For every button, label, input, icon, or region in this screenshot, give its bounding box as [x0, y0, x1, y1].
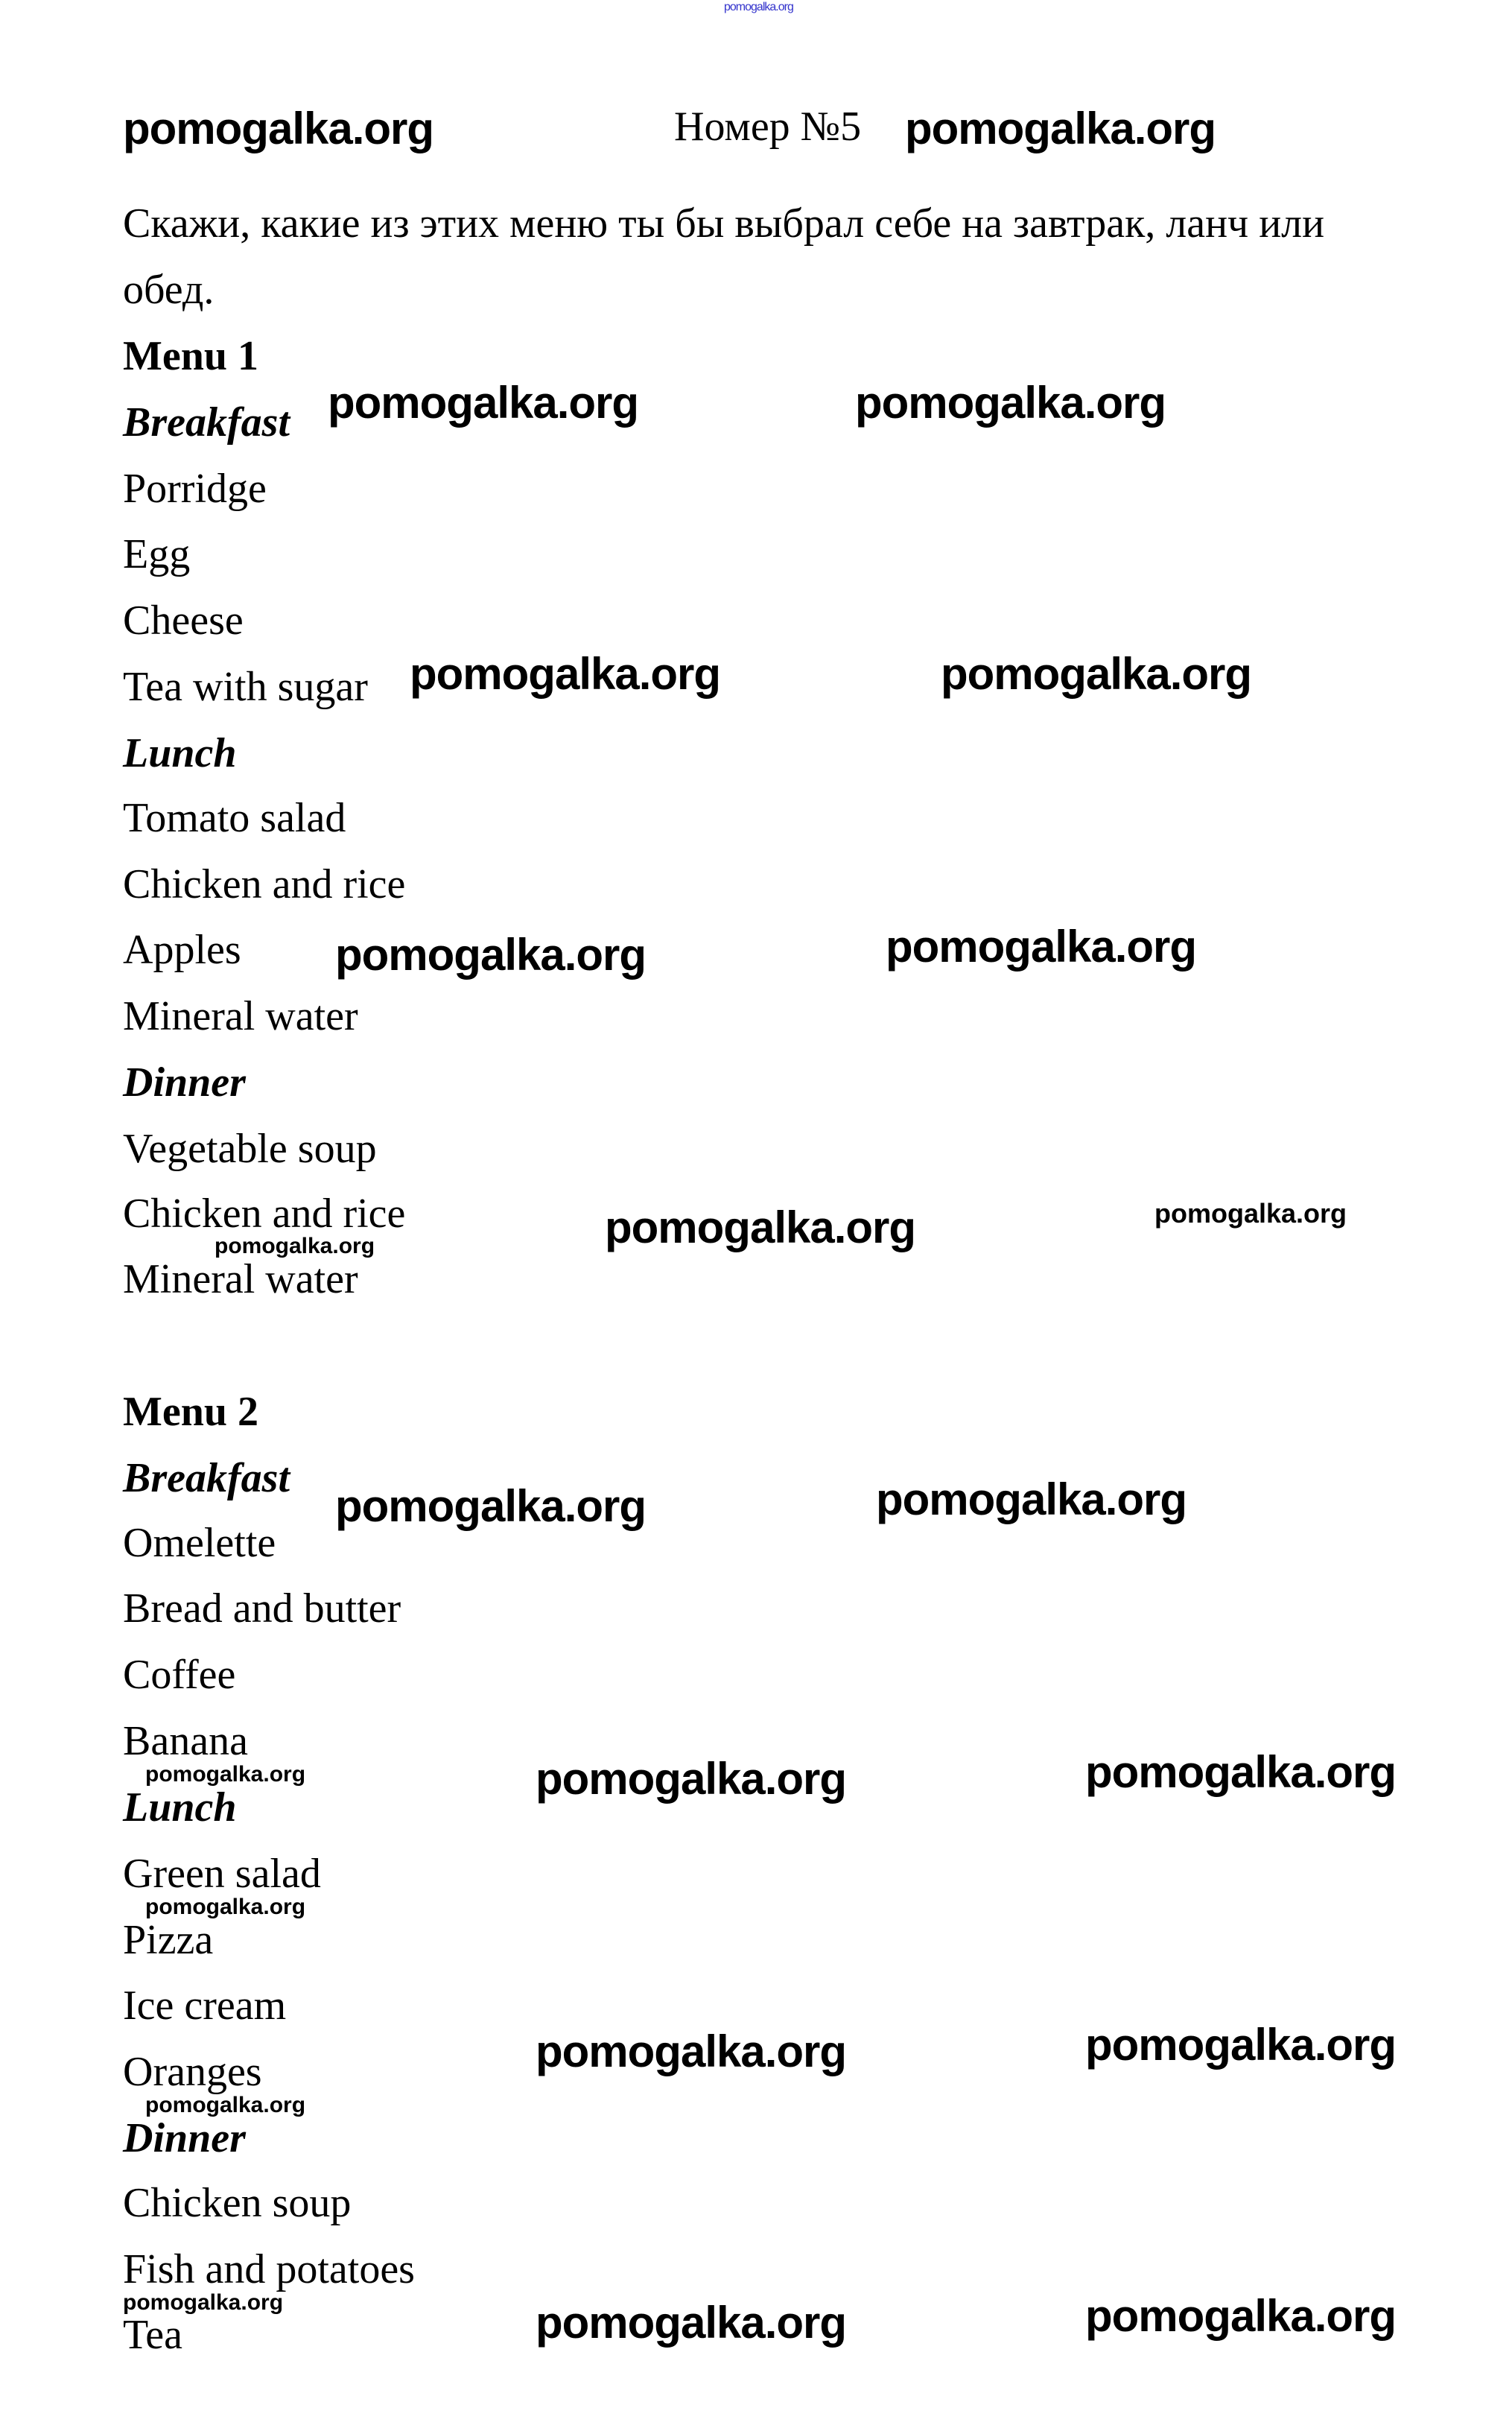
menu-item: Vegetable soup — [123, 1126, 377, 1172]
watermark: pomogalka.org — [536, 2298, 847, 2348]
watermark: pomogalka.org — [145, 1762, 306, 1787]
watermark: pomogalka.org — [335, 930, 647, 980]
watermark: pomogalka.org — [123, 2290, 284, 2315]
watermark: pomogalka.org — [145, 1895, 306, 1919]
watermark: pomogalka.org — [855, 378, 1166, 428]
menu-item: Coffee — [123, 1652, 236, 1698]
menu-item: Omelette — [123, 1520, 276, 1566]
menu-item: Cheese — [123, 598, 244, 644]
menu-item: Porridge — [123, 466, 267, 512]
menu2-title: Menu 2 — [123, 1389, 258, 1435]
menu-item: Tea with sugar — [123, 664, 368, 710]
menu-item: Mineral water — [123, 993, 358, 1039]
menu1-breakfast-heading: Breakfast — [123, 399, 290, 446]
watermark: pomogalka.org — [876, 1474, 1187, 1524]
menu-item: Tea — [123, 2312, 183, 2358]
question-line-1: Скажи, какие из этих меню ты бы выбрал себе на завтрак, ланч или — [123, 200, 1325, 247]
watermark: pomogalka.org — [605, 1202, 916, 1252]
exercise-number: Номер №5 — [674, 104, 862, 150]
watermark: pomogalka.org — [215, 1234, 375, 1258]
menu-item: Tomato salad — [123, 795, 346, 841]
menu2-breakfast-heading: Breakfast — [123, 1455, 290, 1501]
menu2-lunch-heading: Lunch — [123, 1784, 237, 1831]
watermark: pomogalka.org — [905, 104, 1216, 153]
menu-item: Green salad — [123, 1851, 321, 1897]
watermark: pomogalka.org — [536, 1754, 847, 1804]
watermark: pomogalka.org — [1085, 2020, 1397, 2070]
question-line-2: обед. — [123, 267, 215, 313]
menu-item: Egg — [123, 531, 191, 577]
menu-item: Banana — [123, 1718, 248, 1764]
watermark: pomogalka.org — [123, 104, 434, 153]
menu-item: Pizza — [123, 1917, 214, 1963]
watermark: pomogalka.org — [941, 649, 1252, 699]
menu-item: Fish and potatoes — [123, 2246, 415, 2292]
watermark: pomogalka.org — [1085, 2291, 1397, 2341]
watermark: pomogalka.org — [145, 2093, 306, 2117]
watermark: pomogalka.org — [886, 922, 1197, 972]
watermark: pomogalka.org — [328, 378, 639, 428]
menu-item: Bread and butter — [123, 1585, 401, 1632]
menu-item: Chicken and rice — [123, 1191, 406, 1237]
watermark: pomogalka.org — [335, 1481, 647, 1531]
menu-item: Mineral water — [123, 1256, 358, 1302]
watermark: pomogalka.org — [724, 1, 793, 13]
menu-item: Chicken soup — [123, 2180, 352, 2226]
menu-item: Ice cream — [123, 1983, 287, 2029]
watermark: pomogalka.org — [410, 649, 721, 699]
watermark: pomogalka.org — [536, 2026, 847, 2076]
menu-item: Oranges — [123, 2049, 262, 2095]
menu2-dinner-heading: Dinner — [123, 2115, 246, 2161]
menu-item: Chicken and rice — [123, 861, 406, 907]
menu1-lunch-heading: Lunch — [123, 730, 237, 776]
menu-item: Apples — [123, 927, 241, 973]
menu1-dinner-heading: Dinner — [123, 1059, 246, 1106]
menu1-title: Menu 1 — [123, 333, 258, 379]
watermark: pomogalka.org — [1154, 1198, 1347, 1229]
watermark: pomogalka.org — [1085, 1747, 1397, 1797]
